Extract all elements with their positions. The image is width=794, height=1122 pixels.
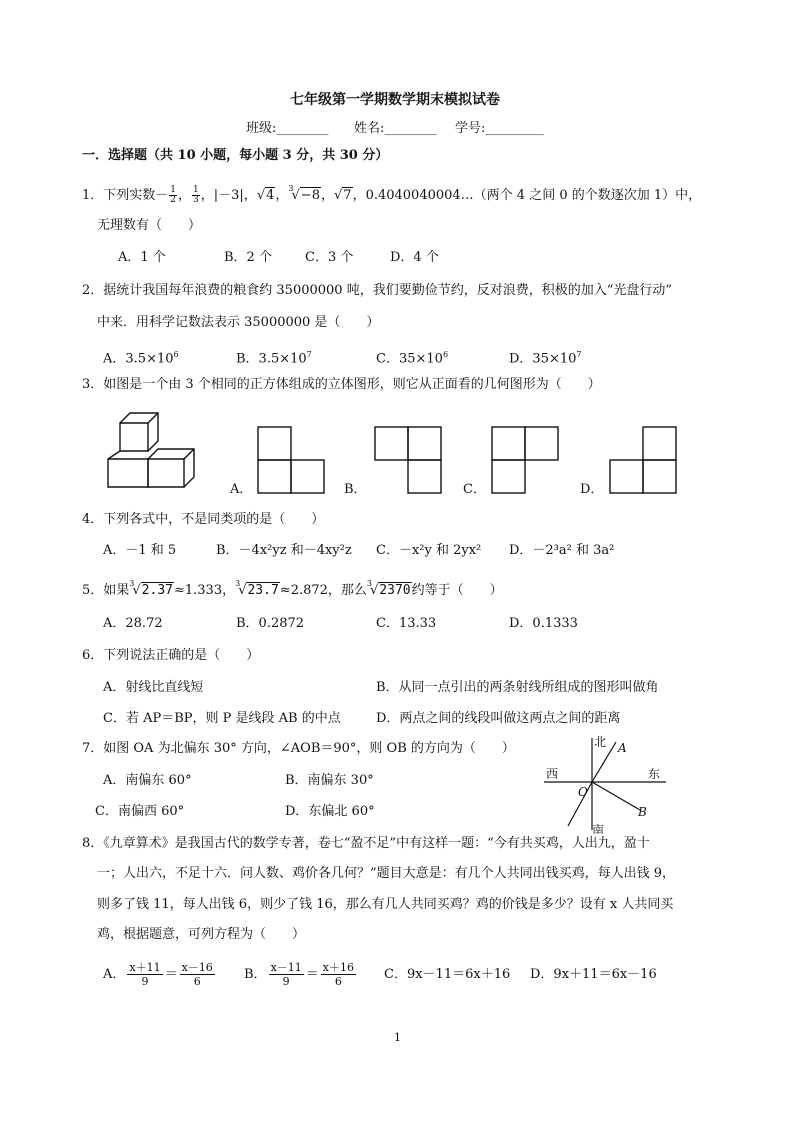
q4-option-a[interactable]: A．－1 和 5	[103, 543, 177, 558]
fraction-denominator: 6	[334, 975, 342, 988]
root-index: 3	[129, 579, 135, 588]
stem-text: 下列实数－	[103, 188, 169, 203]
question-7-line1: 7．如图 OA 为北偏东 30° 方向，∠AOB＝90°，则 OB 的方向为（ ）	[82, 741, 515, 756]
question-8-line1: 8．《九章算术》是我国古代的数学专著，卷七“盈不足”中有这样一题：“今有共买鸡，人出九，盈十	[82, 836, 650, 851]
q6-option-d[interactable]: D．两点之间的线段叫做这两点之间的距离	[376, 711, 621, 726]
separator: ，	[320, 188, 334, 203]
question-6-line1: 6．下列说法正确的是（ ）	[82, 648, 260, 663]
option-exponent: 6	[442, 350, 449, 359]
radicand: 23.7	[247, 583, 279, 598]
equals-sign: ＝	[164, 967, 178, 982]
q5-option-d[interactable]: D．0.1333	[509, 616, 578, 631]
label-east: 东	[648, 767, 661, 781]
q1-option-b[interactable]: B．2 个	[224, 250, 272, 265]
option-exponent: 7	[306, 350, 312, 359]
q7-option-b[interactable]: B．南偏东 30°	[285, 773, 374, 788]
option-exponent: 7	[576, 350, 582, 359]
q4-option-b[interactable]: B．－4x²yz 和－4xy²z	[216, 543, 352, 558]
cube-root-neg8: $^3$√−8	[288, 184, 320, 203]
stem-text: ，|－3|，	[200, 188, 257, 203]
fraction-numerator: x－11	[270, 961, 302, 974]
equals-sign: ＝	[305, 967, 319, 982]
stem-text: 约等于（ ）	[411, 583, 503, 598]
root-index: 3	[366, 579, 372, 588]
cube-edge	[148, 413, 158, 423]
cube-root: $^3$√2.37	[129, 579, 173, 598]
fraction	[180, 961, 215, 988]
option-d-figure	[608, 425, 678, 495]
q2-option-b[interactable]	[236, 347, 312, 367]
root-index: 3	[235, 579, 241, 588]
stem-text: ≈1.333，	[173, 583, 236, 598]
question-number: 1．	[82, 188, 104, 203]
q5-option-b[interactable]: B．0.2872	[236, 616, 305, 631]
q7-option-a[interactable]: A．南偏东 60°	[103, 773, 192, 788]
radicand: 4	[266, 188, 275, 203]
fraction-denominator: 3	[193, 195, 199, 205]
label-south: 南	[592, 823, 605, 834]
q5-option-a[interactable]: A．28.72	[103, 616, 163, 631]
q3-option-d[interactable]: D．	[580, 482, 604, 497]
q8-option-c[interactable]: C．9x－11＝6x＋16	[384, 967, 511, 982]
radicand: 7	[343, 188, 352, 203]
q3-option-b[interactable]: B．	[344, 482, 367, 497]
question-4-line1: 4．下列各式中，不是同类项的是（ ）	[82, 512, 325, 527]
option-c-figure	[490, 425, 560, 495]
separator: ，	[275, 188, 289, 203]
q1-option-a[interactable]: A．1 个	[118, 250, 166, 265]
stem-text: ，0.4040040004…（两个 4 之间 0 的个数逐次加 1）中，	[352, 188, 702, 203]
cube-face	[148, 459, 184, 487]
q8-option-a[interactable]	[103, 960, 217, 990]
question-8-line3: 则多了钱 11，每人出钱 6，则少了钱 16，那么有几人共同买鸡？鸡的价钱是多少？设有 x 人共同买	[97, 897, 674, 912]
radicand: −8	[300, 188, 320, 203]
q3-option-c[interactable]: C．	[463, 482, 486, 497]
ray-ob	[592, 782, 640, 810]
compass-diagram	[540, 734, 670, 834]
cube-edge	[184, 449, 194, 459]
radicand: 2.37	[141, 583, 173, 598]
stem-text: 5．如果	[82, 583, 130, 598]
class-field-label: 班级:________	[246, 121, 329, 136]
question-2-line2: 中来．用科学记数法表示 35000000 是（ ）	[97, 315, 380, 330]
fraction-denominator: 9	[141, 975, 149, 988]
name-field-label: 姓名:________	[354, 121, 437, 136]
cube-root: $^3$√2370	[366, 579, 411, 598]
option-a-figure	[256, 425, 326, 495]
option-base: B．3.5×10	[236, 351, 307, 367]
root-index: 3	[288, 184, 294, 193]
fraction-denominator: 9	[282, 975, 290, 988]
sqrt-7: √7	[333, 188, 352, 203]
fraction-half	[169, 186, 177, 205]
q2-option-a[interactable]	[103, 347, 179, 367]
fraction-numerator: 1	[170, 185, 177, 195]
fraction-third	[192, 186, 200, 205]
fraction-denominator: 2	[170, 195, 177, 205]
question-1-stem	[82, 186, 701, 205]
question-8-line4: 鸡，根据题意，可列方程为（ ）	[97, 927, 306, 942]
q2-option-c[interactable]	[376, 347, 448, 367]
cube-edge	[108, 451, 120, 459]
question-2-line1: 2．据统计我国每年浪费的粮食约 35000000 吨，我们要勤俭节约，反对浪费，积极的加入“光盘行动”	[82, 283, 672, 298]
stem-text: ≈2.872，那么	[279, 583, 367, 598]
question-8-line2: 一；人出六，不足十六．问人数、鸡价各几何？”题目大意是：有几个人共同出钱买鸡，每人出钱 9，	[97, 866, 676, 881]
question-1-line2: 无理数有（ ）	[97, 218, 202, 233]
q1-option-d[interactable]: D．4 个	[390, 250, 439, 265]
option-b-figure	[373, 425, 443, 495]
fraction-numerator: x－16	[181, 961, 213, 974]
q3-option-a[interactable]: A．	[230, 482, 253, 497]
q7-option-d[interactable]: D．东偏北 60°	[285, 804, 375, 819]
cube-face	[120, 423, 148, 451]
option-base: D．35×10	[509, 351, 577, 367]
q8-option-b[interactable]	[244, 960, 358, 990]
q5-option-c[interactable]: C．13.33	[376, 616, 437, 631]
label-west: 西	[546, 767, 559, 781]
separator: ，	[178, 188, 192, 203]
radicand: 2370	[379, 583, 411, 598]
q8-option-d[interactable]: D．9x＋11＝6x－16	[530, 967, 657, 982]
fraction	[127, 961, 162, 988]
id-field-label: 学号:_________	[455, 121, 544, 136]
label-north: 北	[594, 735, 607, 749]
fraction-numerator: x＋11	[129, 961, 161, 974]
sqrt-4: √4	[256, 188, 275, 203]
cube-edge	[148, 449, 194, 487]
fraction	[269, 961, 304, 988]
fraction-denominator: 6	[193, 975, 201, 988]
q6-option-c[interactable]: C．若 AP＝BP，则 P 是线段 AB 的中点	[103, 711, 341, 726]
q4-option-d[interactable]: D．－2³a² 和 3a²	[509, 543, 615, 558]
option-exponent: 6	[173, 350, 179, 359]
q2-option-d[interactable]	[509, 347, 582, 367]
q4-option-c[interactable]: C．－x²y 和 2yx²	[376, 543, 482, 558]
cube-figure	[100, 405, 205, 495]
label-b: B	[638, 805, 647, 819]
label-o: O	[578, 785, 588, 799]
question-3-line1: 3．如图是一个由 3 个相同的正方体组成的立体图形，则它从正面看的几何图形为（ ）	[82, 377, 601, 392]
cube-root: $^3$√23.7	[235, 579, 279, 598]
q1-option-c[interactable]: C．3 个	[305, 250, 354, 265]
option-label: B．	[244, 967, 267, 982]
page-title: 七年级第一学期数学期末模拟试卷	[290, 92, 500, 108]
option-base: A．3.5×10	[103, 351, 174, 367]
question-5-stem	[82, 579, 503, 600]
q7-option-c[interactable]: C．南偏西 60°	[95, 804, 185, 819]
q6-option-a[interactable]: A．射线比直线短	[103, 680, 204, 695]
page-number: 1	[394, 1031, 401, 1044]
option-base: C．35×10	[376, 351, 443, 367]
q6-option-b[interactable]: B．从同一点引出的两条射线所组成的图形叫做角	[376, 680, 659, 695]
fraction-numerator: x＋16	[322, 961, 354, 974]
option-label: A．	[103, 967, 126, 982]
fraction	[321, 961, 356, 988]
section-heading: 一．选择题（共 10 小题，每小题 3 分，共 30 分）	[82, 148, 389, 163]
label-a: A	[618, 741, 627, 755]
cube-face	[108, 459, 148, 487]
fraction-numerator: 1	[193, 185, 199, 195]
